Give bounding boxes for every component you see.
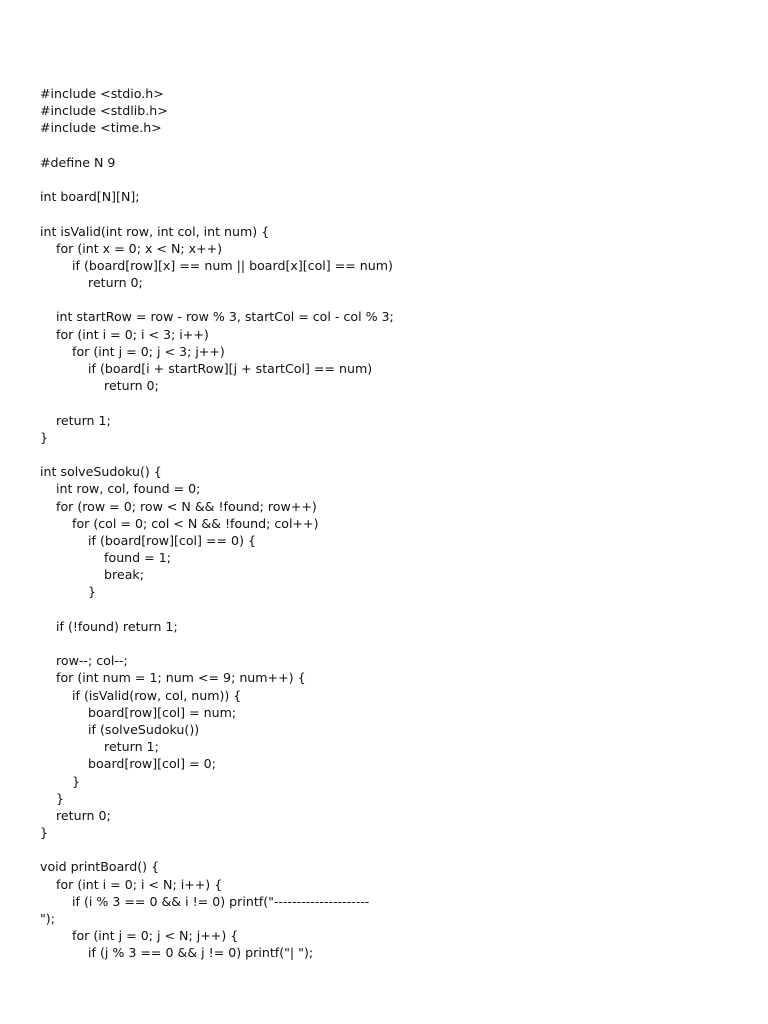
code-line: if (solveSudoku()) bbox=[40, 721, 200, 737]
code-line: row--; col--; bbox=[40, 653, 128, 669]
code-line: "); bbox=[40, 911, 55, 926]
code-line: int solveSudoku() { bbox=[40, 464, 162, 480]
code-line: void printBoard() { bbox=[40, 859, 160, 875]
code-line: return 1; bbox=[40, 739, 159, 755]
code-line: } bbox=[40, 825, 49, 841]
code-line: if (board[row][col] == 0) { bbox=[40, 532, 256, 548]
code-line: if (i % 3 == 0 && i != 0) printf("--------------------- bbox=[40, 893, 370, 909]
code-line bbox=[40, 635, 740, 652]
code-line: } bbox=[40, 790, 65, 806]
code-line: for (int num = 1; num <= 9; num++) { bbox=[40, 670, 306, 686]
code-line bbox=[40, 291, 740, 308]
code-line bbox=[40, 137, 740, 154]
code-block bbox=[40, 85, 740, 962]
code-line: for (int j = 0; j < 3; j++) bbox=[40, 343, 225, 359]
code-line: return 0; bbox=[40, 275, 143, 291]
code-line: for (row = 0; row < N && !found; row++) bbox=[40, 498, 317, 514]
code-line: for (col = 0; col < N && !found; col++) bbox=[40, 515, 319, 531]
code-line: } bbox=[40, 584, 97, 600]
code-line: int isValid(int row, int col, int num) { bbox=[40, 223, 270, 239]
code-line: #include <stdio.h> bbox=[40, 86, 164, 101]
code-line bbox=[40, 601, 740, 618]
code-line: return 1; bbox=[40, 412, 111, 428]
code-line: found = 1; bbox=[40, 550, 171, 566]
code-line: break; bbox=[40, 567, 144, 583]
code-line: for (int x = 0; x < N; x++) bbox=[40, 240, 223, 256]
code-line: int row, col, found = 0; bbox=[40, 481, 201, 497]
code-line: int startRow = row - row % 3, startCol = col - col % 3; bbox=[40, 309, 394, 325]
code-line: return 0; bbox=[40, 378, 159, 394]
code-line: if (!found) return 1; bbox=[40, 618, 178, 634]
code-line: return 0; bbox=[40, 807, 111, 823]
code-line: if (board[i + startRow][j + startCol] == num) bbox=[40, 361, 373, 376]
code-line: int board[N][N]; bbox=[40, 189, 140, 205]
code-line: #include <stdlib.h> bbox=[40, 103, 168, 119]
code-line: #define N 9 bbox=[40, 154, 116, 170]
code-line: if (isValid(row, col, num)) { bbox=[40, 687, 242, 703]
code-line: } bbox=[40, 429, 49, 445]
code-line: for (int i = 0; i < N; i++) { bbox=[40, 876, 223, 892]
code-line: if (j % 3 == 0 && j != 0) printf("| "); bbox=[40, 945, 314, 961]
code-line: for (int j = 0; j < N; j++) { bbox=[40, 928, 239, 944]
code-line: if (board[row][x] == num || board[x][col] == num) bbox=[40, 257, 393, 273]
code-line bbox=[40, 394, 740, 411]
code-line bbox=[40, 171, 740, 188]
code-line: board[row][col] = num; bbox=[40, 704, 237, 720]
code-line: for (int i = 0; i < 3; i++) bbox=[40, 326, 209, 342]
code-line: #include <time.h> bbox=[40, 120, 162, 136]
code-line bbox=[40, 841, 740, 858]
code-line bbox=[40, 446, 740, 463]
code-line: } bbox=[40, 773, 81, 789]
code-line bbox=[40, 205, 740, 222]
code-line: board[row][col] = 0; bbox=[40, 756, 216, 772]
